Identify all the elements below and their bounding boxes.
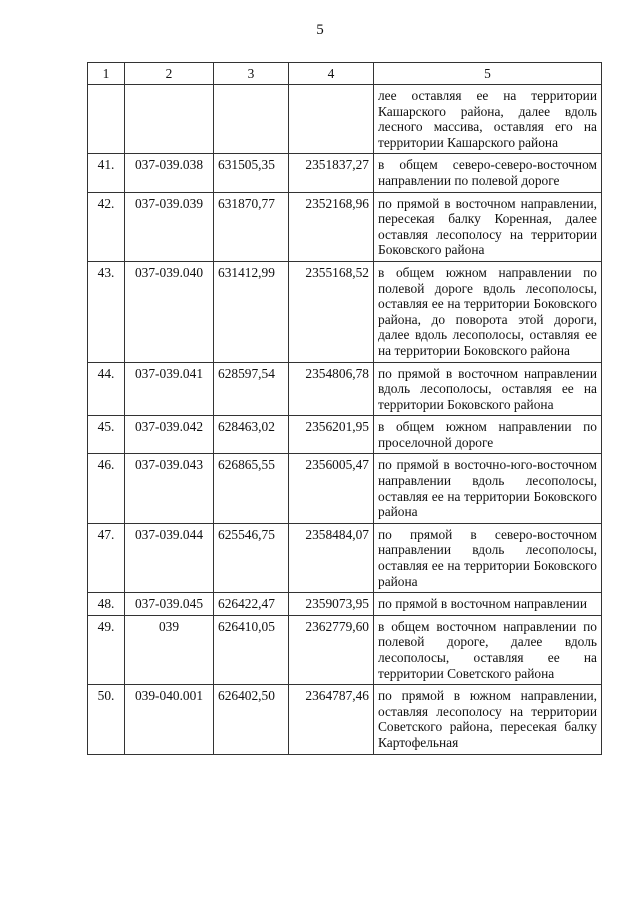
x-coordinate-cell: 626402,50: [214, 685, 289, 754]
point-code-cell: 037-039.042: [125, 416, 214, 454]
x-coordinate-cell: 626410,05: [214, 615, 289, 684]
row-number-cell: 41.: [88, 154, 125, 192]
x-coordinate-cell: 626865,55: [214, 454, 289, 523]
description-cell: лее оставляя ее на территории Кашарского района, далее вдоль лесного массива, оставляя его на территории Кашарского района: [374, 85, 602, 154]
description-cell: по прямой в восточном направлении, пересекая балку Коренная, далее оставляя лесополосу на территории Боковского района: [374, 192, 602, 261]
empty-cell: [214, 85, 289, 154]
description-cell: по прямой в северо-восточном направлении вдоль лесополосы, оставляя ее на территории Боковского района: [374, 523, 602, 592]
description-cell: в общем южном направлении по полевой дороге вдоль лесополосы, оставляя ее на территории Боковского района, до поворота этой дороги, далее вдоль лесополосы, оставляя ее на территории Боковского района: [374, 261, 602, 362]
description-cell: по прямой в восточно-юго-восточном направлении вдоль лесополосы, оставляя ее на территории Боковского района: [374, 454, 602, 523]
header-cell-4: 4: [289, 63, 374, 85]
x-coordinate-cell: 628597,54: [214, 362, 289, 416]
x-coordinate-cell: 631870,77: [214, 192, 289, 261]
x-coordinate-cell: 628463,02: [214, 416, 289, 454]
table-row: [88, 454, 602, 523]
table-row: [88, 154, 602, 192]
header-cell-3: 3: [214, 63, 289, 85]
header-cell-2: 2: [125, 63, 214, 85]
y-coordinate-cell: 2356005,47: [289, 454, 374, 523]
empty-cell: [88, 85, 125, 154]
empty-cell: [125, 85, 214, 154]
table-row: [88, 362, 602, 416]
x-coordinate-cell: 625546,75: [214, 523, 289, 592]
point-code-cell: 037-039.043: [125, 454, 214, 523]
x-coordinate-cell: 626422,47: [214, 593, 289, 616]
y-coordinate-cell: 2355168,52: [289, 261, 374, 362]
table-row: [88, 685, 602, 754]
header-row: [88, 63, 602, 85]
y-coordinate-cell: 2351837,27: [289, 154, 374, 192]
description-cell: по прямой в южном направлении, оставляя лесополосу на территории Советского района, пересекая балку Картофельная: [374, 685, 602, 754]
row-number-cell: 44.: [88, 362, 125, 416]
table-row: [88, 615, 602, 684]
point-code-cell: 037-039.038: [125, 154, 214, 192]
row-number-cell: 48.: [88, 593, 125, 616]
header-cell-5: 5: [374, 63, 602, 85]
table-row: [88, 416, 602, 454]
table-row: [88, 261, 602, 362]
row-number-cell: 46.: [88, 454, 125, 523]
point-code-cell: 037-039.045: [125, 593, 214, 616]
y-coordinate-cell: 2359073,95: [289, 593, 374, 616]
point-code-cell: 037-039.041: [125, 362, 214, 416]
description-cell: по прямой в восточном направлении вдоль лесополосы, оставляя ее на территории Боковского района: [374, 362, 602, 416]
row-number-cell: 49.: [88, 615, 125, 684]
row-number-cell: 50.: [88, 685, 125, 754]
x-coordinate-cell: 631505,35: [214, 154, 289, 192]
point-code-cell: 039-040.001: [125, 685, 214, 754]
row-number-cell: 43.: [88, 261, 125, 362]
x-coordinate-cell: 631412,99: [214, 261, 289, 362]
point-code-cell: 039: [125, 615, 214, 684]
point-code-cell: 037-039.039: [125, 192, 214, 261]
description-cell: в общем северо-северо-восточном направлении по полевой дороге: [374, 154, 602, 192]
row-number-cell: 47.: [88, 523, 125, 592]
header-cell-1: 1: [88, 63, 125, 85]
y-coordinate-cell: 2354806,78: [289, 362, 374, 416]
row-number-cell: 42.: [88, 192, 125, 261]
table-row: [88, 192, 602, 261]
y-coordinate-cell: 2364787,46: [289, 685, 374, 754]
y-coordinate-cell: 2356201,95: [289, 416, 374, 454]
y-coordinate-cell: 2362779,60: [289, 615, 374, 684]
row-number-cell: 45.: [88, 416, 125, 454]
empty-cell: [289, 85, 374, 154]
description-cell: в общем южном направлении по проселочной дороге: [374, 416, 602, 454]
table-row: [88, 523, 602, 592]
boundary-table: [87, 62, 602, 755]
continuation-row: [88, 85, 602, 154]
point-code-cell: 037-039.040: [125, 261, 214, 362]
description-cell: в общем восточном направлении по полевой дороге, далее вдоль лесополосы, оставляя ее на территории Советского района: [374, 615, 602, 684]
table-row: [88, 593, 602, 616]
point-code-cell: 037-039.044: [125, 523, 214, 592]
y-coordinate-cell: 2352168,96: [289, 192, 374, 261]
description-cell: по прямой в восточном направлении: [374, 593, 602, 616]
y-coordinate-cell: 2358484,07: [289, 523, 374, 592]
page-number: 5: [316, 22, 324, 38]
